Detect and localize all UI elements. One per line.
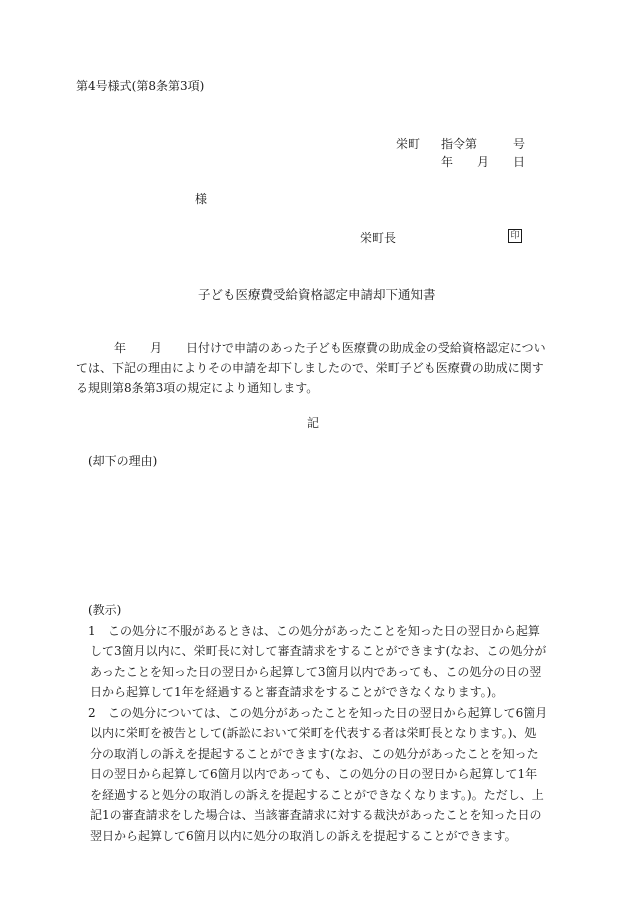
instruction-number: 1 — [88, 623, 96, 638]
seal-stamp — [508, 229, 522, 243]
ki-heading: 記 — [307, 416, 320, 430]
instruction-item — [88, 703, 548, 847]
body-text: 年 月 日付けで申請のあった子ども医療費の助成金の受給資格認定については、下記の理由によりその申請を却下しましたので、栄町子ども医療費の助成に関する規則第8条第3項の規定により通知します。 — [76, 341, 546, 395]
reason-label: (却下の理由) — [88, 454, 158, 468]
seal-char: 印 — [510, 231, 520, 241]
instruction-item — [88, 621, 548, 703]
sender-title: 栄町長 — [360, 231, 397, 245]
instructions-section — [88, 600, 548, 846]
instruction-text: この処分については、この処分があったことを知った日の翌日から起算して6箇月以内に栄町を被告として(訴訟において栄町を代表する者は栄町長となります。)、処分の取消しの訴えを提起することができます(なお、この処分があったことを知った日の翌日から起算して6箇月以内であっても、この処分の日の翌日から起算して1年を経過すると処分の取消しの訴えを提起することができなくなります。)。ただし、上記1の審査請求をした場合は、当該審査請求に対する裁決があったことを知った日の翌日から起算して6箇月以内に処分の取消しの訴えを提起することができます。 — [90, 705, 548, 843]
issuer-town: 栄町 — [396, 137, 421, 151]
instructions-label: (教示) — [88, 603, 122, 617]
directive-number: 指令第 号 — [441, 137, 526, 151]
instruction-text: この処分に不服があるときは、この処分があったことを知った日の翌日から起算して3箇月以内に、栄町長に対して審査請求をすることができます(なお、この処分があったことを知った日の翌日から起算して3箇月以内であっても、この処分の日の翌日から起算して1年を経過すると審査請求をすることができなくなります。)。 — [90, 623, 547, 699]
form-number: 第4号様式(第8条第3項) — [76, 79, 205, 93]
document-title: 子ども医療費受給資格認定申請却下通知書 — [198, 287, 436, 302]
date-line: 年 月 日 — [441, 155, 526, 169]
addressee-suffix: 様 — [195, 192, 208, 206]
instruction-number: 2 — [88, 705, 96, 720]
